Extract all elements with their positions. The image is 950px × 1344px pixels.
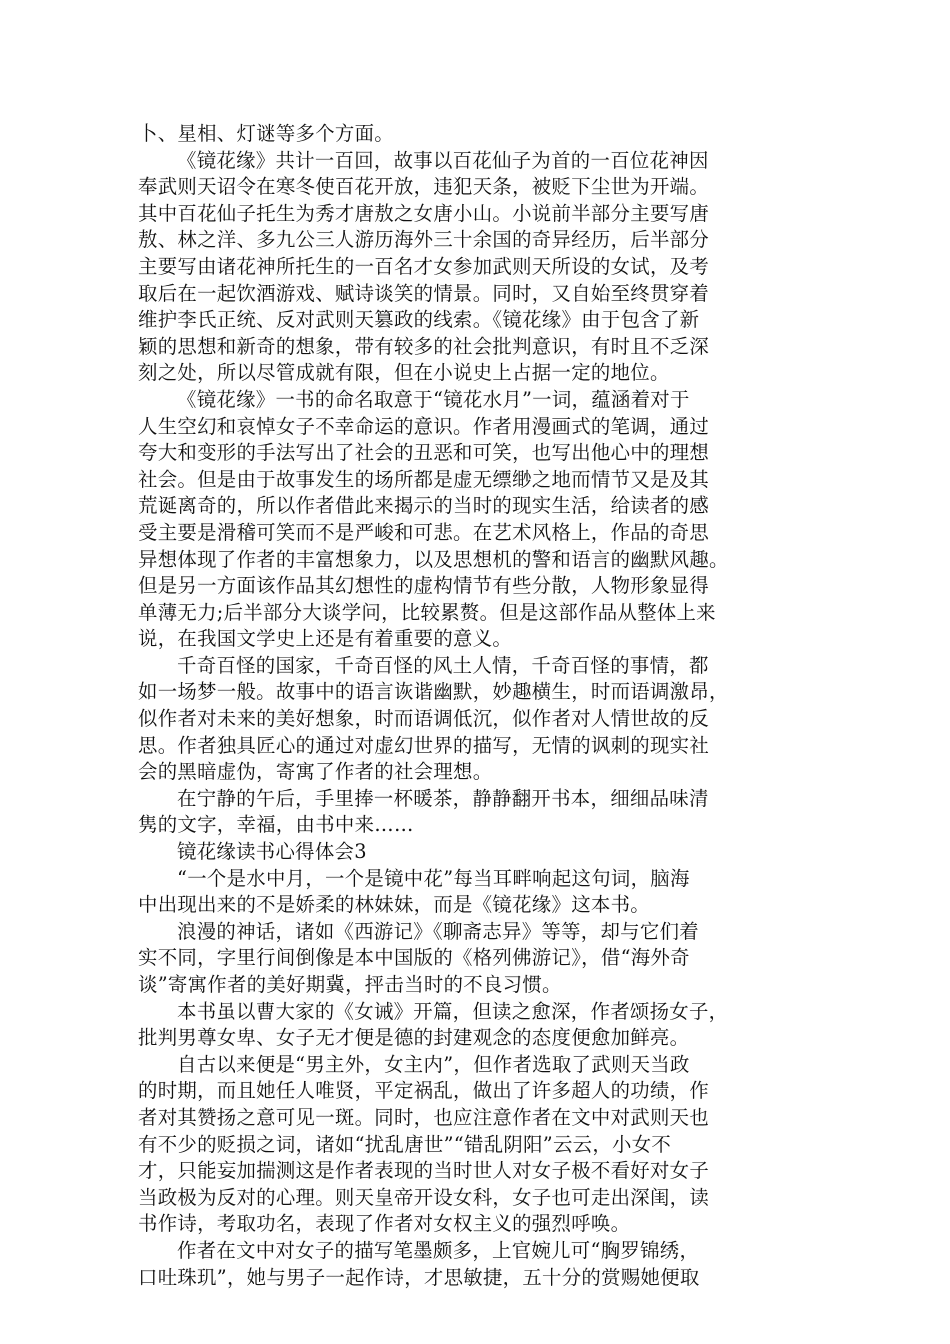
text-line: 作者在文中对女子的描写笔墨颇多，上官婉儿可“胸罗锦绣， [177,1238,700,1262]
text-line: 中出现出来的不是娇柔的林妹妹，而是《镜花缘》这本书。 [138,893,650,917]
text-line: 受主要是滑稽可笑而不是严峻和可悲。在艺术风格上，作品的奇思 [138,520,710,544]
text-line: 隽的文字，幸福，由书中来…… [138,813,414,837]
document-body [138,121,822,1291]
text-line: 说，在我国文学史上还是有着重要的意义。 [138,627,513,651]
text-line: 其中百花仙子托生为秀才唐敖之女唐小山。小说前半部分主要写唐 [138,201,710,225]
text-line: 社会。但是由于故事发生的场所都是虚无缥缈之地而情节又是及其 [138,467,710,491]
text-line: 书作诗，考取功名，表现了作者对女权主义的强烈呼唤。 [138,1212,631,1236]
text-line: 会的黑暗虚伪，寄寓了作者的社会理想。 [138,760,493,784]
text-line: 的时期，而且她任人唯贤，平定祸乱，做出了许多超人的功绩，作 [138,1079,710,1103]
text-line: 单薄无力;后半部分大谈学问，比较累赘。但是这部作品从整体上来 [138,600,716,624]
text-line: 刻之处，所以尽管成就有限，但在小说史上占据一定的地位。 [138,361,670,385]
text-line: 者对其赞扬之意可见一斑。同时，也应注意作者在文中对武则天也 [138,1105,710,1129]
text-line: 荒诞离奇的，所以作者借此来揭示的当时的现实生活，给读者的感 [138,494,710,518]
text-line: “一个是水中月，一个是镜中花”每当耳畔响起这句词，脑海 [177,866,690,890]
text-line: 镜花缘读书心得体会3 [177,840,367,864]
text-line: 但是另一方面该作品其幻想性的虚构情节有些分散，人物形象显得 [138,574,710,598]
text-line: 异想体现了作者的丰富想象力，以及思想机的警和语言的幽默风趣。 [138,547,729,571]
text-line: 才，只能妄加揣测这是作者表现的当时世人对女子极不看好对女子 [138,1159,710,1183]
text-line: 奉武则天诏令在寒冬使百花开放，违犯天条，被贬下尘世为开端。 [138,175,710,199]
text-line: 谈”寄寓作者的美好期冀，抨击当时的不良习惯。 [138,973,562,996]
text-line: 实不同，字里行间倒像是本中国版的《格列佛游记》，借“海外奇 [138,946,690,970]
text-line: 人生空幻和哀悼女子不幸命运的意识。作者用漫画式的笔调，通过 [138,414,710,438]
text-line: 主要写由诸花神所托生的一百名才女参加武则天所设的女试，及考 [138,254,710,278]
text-line: 夸大和变形的手法写出了社会的丑恶和可笑，也写出他心中的理想 [138,441,710,465]
text-line: 在宁静的午后，手里捧一杯暖茶，静静翻开书本，细细品味清 [177,786,709,810]
text-line: 本书虽以曹大家的《女诫》开篇，但读之愈深，作者颂扬女子， [177,999,729,1023]
text-line: 千奇百怪的国家，千奇百怪的风土人情，千奇百怪的事情，都 [177,653,709,677]
text-line: 浪漫的神话，诸如《西游记》《聊斋志异》等等，却与它们着 [177,919,699,943]
text-line: 《镜花缘》一书的命名取意于“镜花水月”一词，蕴涵着对于 [177,387,690,411]
text-line: 维护李氏正统、反对武则天篡政的线索。《镜花缘》由于包含了新 [138,308,700,332]
text-line: 思。作者独具匠心的通过对虚幻世界的描写，无情的讽刺的现实社 [138,733,710,757]
text-line: 颖的思想和新奇的想象，带有较多的社会批判意识，有时且不乏深 [138,334,710,358]
text-line: 如一场梦一般。故事中的语言诙谐幽默，妙趣横生，时而语调激昂， [138,680,729,704]
text-line: 当政极为反对的心理。则天皇帝开设女科，女子也可走出深闺，读 [138,1185,710,1209]
text-line: 《镜花缘》共计一百回，故事以百花仙子为首的一百位花神因 [177,148,709,172]
text-line: 敖、林之洋、多九公三人游历海外三十余国的奇异经历，后半部分 [138,228,710,252]
text-line: 自古以来便是“男主外，女主内”，但作者选取了武则天当政 [177,1052,690,1076]
text-line: 有不少的贬损之词，诸如“扰乱唐世”“错乱阴阳”云云，小女不 [138,1132,672,1156]
text-line: 批判男尊女卑、女子无才便是德的封建观念的态度便愈加鲜亮。 [138,1026,690,1050]
text-line: 卜、星相、灯谜等多个方面。 [138,122,394,145]
text-line: 取后在一起饮酒游戏、赋诗谈笑的情景。同时，又自始至终贯穿着 [138,281,710,305]
text-line: 口吐珠玑”，她与男子一起作诗，才思敏捷，五十分的赏赐她便取 [138,1265,700,1289]
text-line: 似作者对未来的美好想象，时而语调低沉，似作者对人情世故的反 [138,707,710,731]
